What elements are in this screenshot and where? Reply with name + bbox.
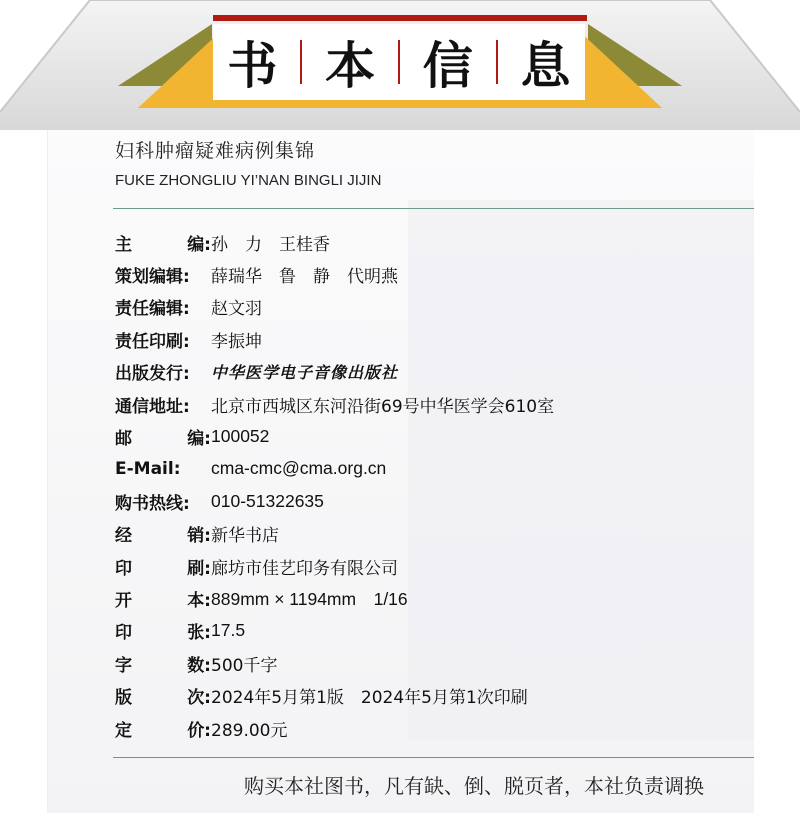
info-row-responsible-printing [115,323,754,355]
responsible-editor-label: 责任编辑: [115,299,190,320]
banner-title-char: 息 [520,37,571,95]
editor-label: 主 编: [115,234,211,255]
book-title-pinyin: FUKE ZHONGLIU YI’NAN BINGLI JIJIN [115,172,382,189]
responsible-editor-value: 赵文羽 [211,299,262,320]
info-row-address [115,388,754,420]
info-row-word-count [115,647,754,679]
book-title-chinese: 妇科肿瘤疑难病例集锦 [115,140,316,162]
planning-editor-value: 薛瑞华 鲁 静 代明燕 [211,267,398,288]
printer-label: 印 刷: [115,558,211,579]
info-row-publisher [115,356,754,388]
divider-top [113,208,754,209]
info-row-responsible-editor [115,291,754,323]
banner-title [213,24,585,100]
info-row-hotline [115,485,754,517]
banner-title-char: 本 [325,37,376,95]
price-label: 定 价: [115,720,211,741]
format-value: 889mm × 1194mm 1/16 [211,588,408,609]
address-label: 通信地址: [115,396,190,417]
email-value: cma-cmc@cma.org.cn [211,458,387,479]
postcode-value: 100052 [211,426,270,447]
word-count-value: 500千字 [211,655,278,676]
postcode-label: 邮 编: [115,429,211,450]
book-info-list [115,226,754,744]
info-row-printer [115,550,754,582]
publisher-label: 出版发行: [115,364,190,385]
address-value: 北京市西城区东河沿街69号中华医学会610室 [211,396,555,417]
sheets-value: 17.5 [211,620,246,641]
hotline-value: 010-51322635 [211,490,324,511]
responsible-printing-value: 李振坤 [211,331,262,352]
info-row-edition [115,679,754,711]
info-row-distributor [115,518,754,550]
title-separator [398,40,400,84]
distributor-value: 新华书店 [211,526,279,547]
info-row-price [115,712,754,744]
format-label: 开 本: [115,590,211,611]
info-row-postcode [115,420,754,452]
printer-value: 廊坊市佳艺印务有限公司 [211,558,398,579]
title-separator [496,40,498,84]
sheets-label: 印 张: [115,623,211,644]
publisher-logo-text: 中华医学电子音像出版社 [211,363,399,383]
info-row-sheets [115,615,754,647]
responsible-printing-label: 责任印刷: [115,331,190,352]
copyright-page [47,130,754,813]
edition-value: 2024年5月第1版 2024年5月第1次印刷 [211,688,528,709]
banner-title-char: 信 [422,37,473,95]
editor-value: 孙 力 王桂香 [211,234,330,255]
info-row-editor [115,226,754,258]
word-count-label: 字 数: [115,655,211,676]
hotline-label: 购书热线: [115,493,190,514]
title-separator [300,40,302,84]
info-row-format [115,582,754,614]
edition-label: 版 次: [115,688,211,709]
info-row-email [115,453,754,485]
header-banner [0,0,800,130]
planning-editor-label: 策划编辑: [115,267,190,288]
defect-notice: 购买本社图书，凡有缺、倒、脱页者，本社负责调换 [244,774,704,798]
info-row-planning-editor [115,258,754,290]
email-label: E-Mail: [115,458,181,479]
price-value: 289.00元 [211,720,288,741]
divider-bottom [113,757,754,758]
distributor-label: 经 销: [115,526,211,547]
banner-title-char: 书 [227,37,278,95]
